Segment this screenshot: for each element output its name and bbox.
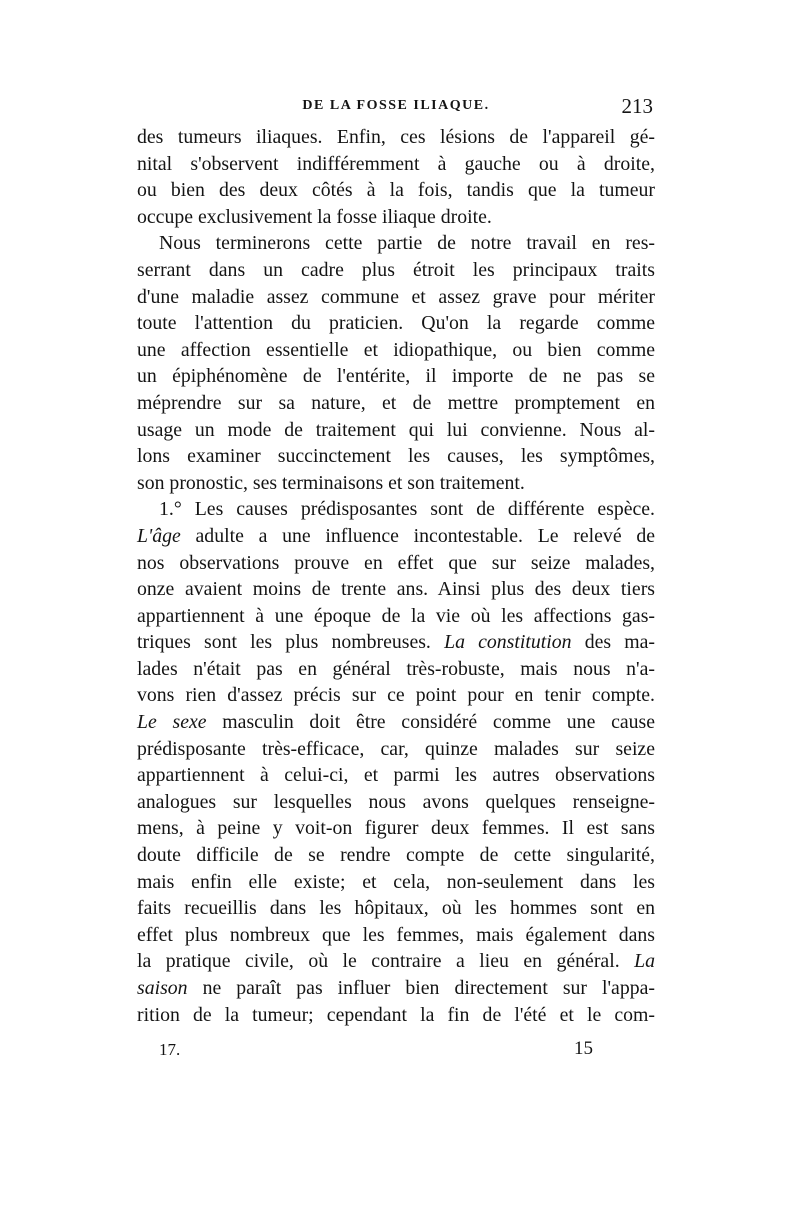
text-segment: triques sont les plus nombreuses. [137, 631, 445, 654]
text-line [137, 682, 655, 709]
text-line [137, 762, 655, 789]
italic-segment: La constitution [444, 631, 572, 654]
text-segment: méprendre sur sa nature, et de mettre promptement en [137, 391, 655, 414]
text-segment: occupe exclusivement la fosse iliaque droite. [137, 205, 492, 228]
text-segment: appartiennent à une époque de la vie où les affections gas- [137, 604, 655, 627]
text-segment: vons rien d'assez précis sur ce point pour en tenir compte. [137, 684, 655, 707]
text-line [137, 310, 655, 337]
text-segment: serrant dans un cadre plus étroit les principaux traits [137, 258, 655, 281]
sheet-number: 15 [574, 1038, 593, 1059]
text-segment: faits recueillis dans les hôpitaux, où les hommes sont en [137, 897, 655, 920]
body-text [137, 124, 655, 1028]
text-line [137, 948, 655, 975]
text-segment: mais enfin elle existe; et cela, non-seulement dans les [137, 870, 655, 893]
text-line [137, 709, 655, 736]
text-segment: usage un mode de traitement qui lui convienne. Nous al- [137, 418, 655, 441]
text-line [137, 204, 655, 231]
text-line [137, 230, 655, 257]
text-segment: nital s'observent indifféremment à gauche ou à droite, [137, 152, 655, 175]
italic-segment: Le sexe [137, 711, 207, 734]
text-segment: lons examiner succinctement les causes, les symptômes, [137, 445, 655, 468]
text-segment: prédisposante très-efficace, car, quinze malades sur seize [137, 737, 655, 760]
text-segment: des tumeurs iliaques. Enfin, ces lésions de l'appareil gé- [137, 126, 655, 148]
text-segment: lades n'était pas en général très-robuste, mais nous n'a- [137, 657, 655, 680]
text-segment: doute difficile de se rendre compte de cette singularité, [137, 844, 655, 867]
text-line [137, 443, 655, 470]
text-line [137, 363, 655, 390]
running-head [137, 94, 655, 122]
text-line [137, 496, 655, 523]
text-line [137, 815, 655, 842]
text-line [137, 629, 655, 656]
running-title: DE LA FOSSE ILIAQUE. [302, 98, 490, 113]
text-line [137, 550, 655, 577]
text-line [137, 284, 655, 311]
text-line [137, 177, 655, 204]
text-line [137, 470, 655, 497]
page-footer [137, 1040, 655, 1066]
text-segment: onze avaient moins de trente ans. Ainsi plus des deux tiers [137, 578, 655, 601]
italic-segment: saison [137, 977, 188, 999]
text-line [137, 656, 655, 683]
text-segment: un épiphénomène de l'entérite, il importe de ne pas se [137, 365, 655, 388]
text-line [137, 576, 655, 603]
text-segment: adulte a une influence incontestable. Le relevé de [180, 524, 655, 547]
text-segment: ne paraît pas influer bien directement sur l'appa- [187, 977, 655, 999]
text-line [137, 789, 655, 816]
text-segment: 1.° Les causes prédisposantes sont de différente espèce. [159, 498, 655, 521]
text-segment: des ma- [571, 631, 656, 654]
italic-segment: La [634, 950, 655, 973]
text-line [137, 390, 655, 417]
text-line [137, 1002, 655, 1029]
page-number: 213 [621, 94, 653, 118]
text-line [137, 337, 655, 364]
text-line [137, 922, 655, 949]
text-line [137, 869, 655, 896]
text-line [137, 124, 655, 151]
text-segment: masculin doit être considéré comme une cause [206, 711, 656, 734]
text-line [137, 417, 655, 444]
italic-segment: L'âge [137, 524, 181, 547]
text-segment: mens, à peine y voit-on figurer deux femmes. Il est sans [137, 817, 655, 840]
text-segment: la pratique civile, où le contraire a lieu en général. [137, 950, 635, 973]
text-line [137, 257, 655, 284]
text-line [137, 736, 655, 763]
text-line [137, 603, 655, 630]
text-segment: nos observations prouve en effet que sur seize malades, [137, 551, 655, 574]
text-segment: rition de la tumeur; cependant la fin de l'été et le com- [137, 1003, 655, 1026]
text-line [137, 523, 655, 550]
signature-mark: 17. [159, 1040, 181, 1059]
text-line [137, 151, 655, 178]
text-segment: toute l'attention du praticien. Qu'on la regarde comme [137, 312, 655, 335]
text-segment: d'une maladie assez commune et assez grave pour mériter [137, 285, 655, 308]
text-line [137, 975, 655, 1002]
text-segment: analogues sur lesquelles nous avons quelques renseigne- [137, 790, 655, 813]
text-segment: ou bien des deux côtés à la fois, tandis que la tumeur [137, 179, 655, 202]
text-segment: appartiennent à celui-ci, et parmi les autres observations [137, 764, 655, 787]
text-segment: effet plus nombreux que les femmes, mais également dans [137, 923, 655, 946]
text-segment: une affection essentielle et idiopathique, ou bien comme [137, 338, 655, 361]
text-line [137, 842, 655, 869]
text-segment: son pronostic, ses terminaisons et son traitement. [137, 471, 525, 494]
text-segment: Nous terminerons cette partie de notre travail en res- [159, 232, 655, 255]
text-line [137, 895, 655, 922]
